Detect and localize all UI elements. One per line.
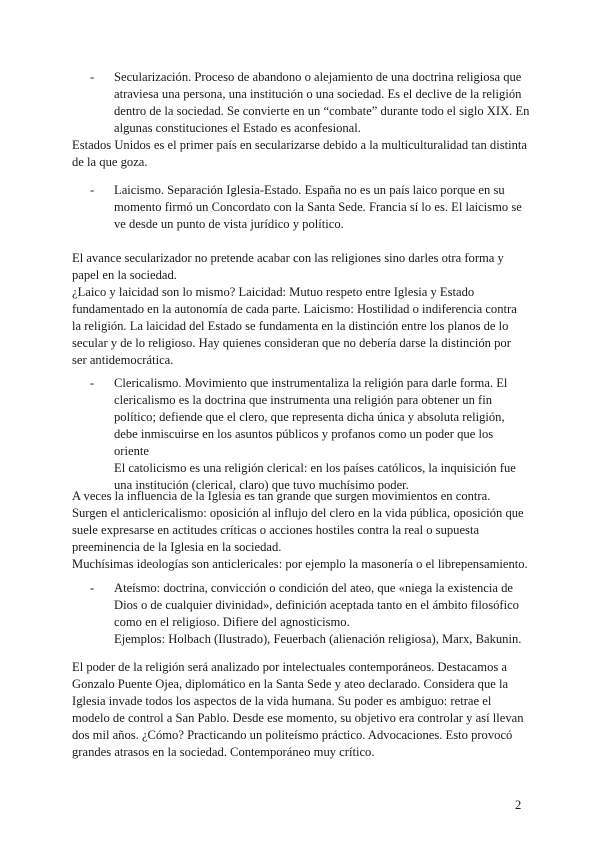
bullet-item-clericalismo [90,375,530,494]
paragraph-text: A veces la influencia de la Iglesia es tan grande que surgen movimientos en contra. Surgen el anticlericalismo: oposición al influjo del clero en la vida pública, oposición que suele expresarse en actitudes críticas o acciones hostiles contra la real o supuesta preeminencia de la Iglesia en la sociedad. [72,489,524,554]
bullet-item-laicismo [90,182,530,233]
bullet-text: Laicismo. Separación Iglesia-Estado. España no es un país laico porque en su momento firmó un Concordato con la Santa Sede. Francia sí lo es. El laicismo se ve desde un punto de vista jurídico y político. [114,183,522,231]
bullet-dash: - [90,376,95,390]
paragraph-block-poder-religion [72,659,528,761]
page-number: 2 [515,798,522,812]
bullet-dash: - [90,581,95,595]
paragraph-text: El poder de la religión será analizado por intelectuales contemporáneos. Destacamos a Gonzalo Puente Ojea, diplomático en la Santa Sede y ateo declarado. Considera que la Iglesia invade todos los aspectos de la vida humana. Su poder es ambiguo: retrae el modelo de control a San Pablo. Desde ese momento, su objetivo era controlar y así llevan dos mil años. ¿Cómo? Practicando un politeísmo práctico. Advocaciones. Esto provocó grandes atrasos en la sociedad. Contemporáneo muy crítico. [72,660,524,759]
bullet-item-ateismo [90,580,530,648]
bullet-text: Secularización. Proceso de abandono o alejamiento de una doctrina religiosa que atraviesa una persona, una institución o una sociedad. Es el declive de la religión dentro de la sociedad. Se convierte en un “combate” durante todo el siglo XIX. En algunas constituciones el Estado es aconfesional. [114,70,530,135]
bullet-text: El catolicismo es una religión clerical: en los países católicos, la inquisición fue una institución (clerical, claro) que tuvo muchísimo poder. [114,461,516,492]
bullet-text: Ejemplos: Holbach (Ilustrado), Feuerbach (alienación religiosa), Marx, Bakunin. [114,632,522,646]
bullet-dash: - [90,70,95,84]
paragraph-block-anticlericalismo [72,488,528,573]
bullet-dash: - [90,183,95,197]
bullet-text: Ateísmo: doctrina, convicción o condición del ateo, que «niega la existencia de Dios o de cualquier divinidad», definición aceptada tanto en el ámbito filosófico como en el religioso. Difiere del agnosticismo. [114,581,519,629]
bullet-text: Clericalismo. Movimiento que instrumentaliza la religión para darle forma. El clericalismo es la doctrina que instrumenta una religión para obtener un fin político; defiende que el clero, que representa dicha única y absoluta religión, debe inmiscuirse en los asuntos públicos y profanos como un poder que los oriente [114,376,508,458]
bullet-item-secularizacion [90,69,530,137]
paragraph-block-estados-unidos [72,137,528,171]
paragraph-text: El avance secularizador no pretende acabar con las religiones sino darles otra forma y papel en la sociedad. [72,251,504,282]
paragraph-text: ¿Laico y laicidad son lo mismo? Laicidad: Mutuo respeto entre Iglesia y Estado fundamentado en la autonomía de cada parte. Laicismo: Hostilidad o indiferencia contra la religión. La laicidad del Estado se fundamenta en la distinción entre los planos de lo secular y de lo religioso. Hay quienes consideran que no debería darse la distinción por ser antidemocrática. [72,285,517,367]
paragraph-block-avance-secularizador [72,250,528,369]
paragraph-text: Muchísimas ideologías son anticlericales: por ejemplo la masonería o el librepensamiento. [72,557,528,571]
paragraph-text: Estados Unidos es el primer país en secularizarse debido a la multiculturalidad tan distinta de la que goza. [72,138,527,169]
